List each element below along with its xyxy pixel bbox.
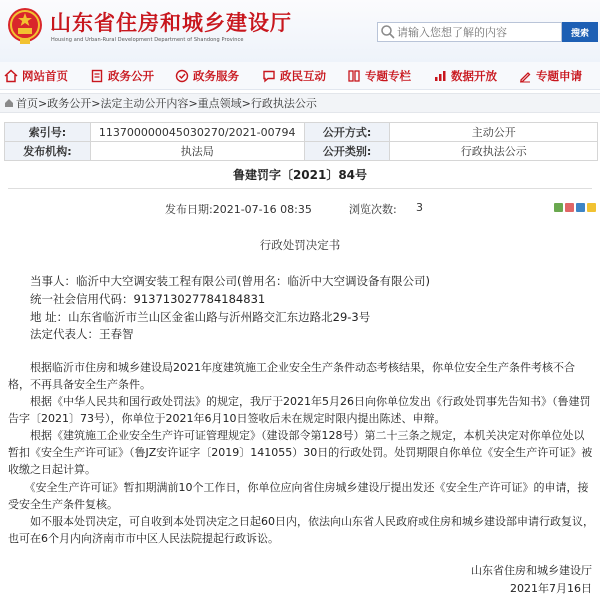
share-more-icon[interactable] — [587, 203, 596, 212]
paragraph: 根据临沂市住房和城乡建设局2021年度建筑施工企业安全生产条件动态考核结果，你单位安全生产条件考核不合格，不再具备安全生产条件。 — [8, 361, 575, 391]
open-type-value: 主动公开 — [390, 123, 598, 142]
site-title[interactable]: 山东省住房和城乡建设厅 — [50, 11, 292, 35]
share-weibo-icon[interactable] — [565, 203, 574, 212]
data-icon — [433, 69, 447, 83]
signature-org: 山东省住房和城乡建设厅 — [471, 564, 592, 577]
category-value: 行政执法公示 — [390, 142, 598, 161]
site-subtitle: Housing and Urban-Rural Development Department of Shandong Province — [51, 37, 244, 43]
views-label: 浏览次数: — [349, 203, 397, 216]
credit-code: 统一社会信用代码：913713027784184831 — [30, 292, 266, 306]
document-icon — [90, 69, 104, 83]
table-row — [5, 142, 598, 161]
divider — [8, 188, 592, 189]
paragraph: 如不服本处罚决定，可自收到本处罚决定之日起60日内，依法向山东省人民政府或住房和城乡建设部申请行政复议，也可在6个月内向济南市市中区人民法院提起行政诉讼。 — [8, 515, 594, 545]
breadcrumb-link[interactable]: 行政执法公示 — [250, 97, 317, 110]
publisher-value: 执法局 — [90, 142, 304, 161]
share-bar — [554, 203, 596, 212]
nav-item-apply[interactable] — [518, 66, 582, 86]
category-label: 公开类别: — [304, 142, 390, 161]
table-row — [5, 123, 598, 142]
search-input[interactable] — [397, 23, 557, 41]
legal-representative: 法定代表人：王春智 — [30, 327, 134, 341]
nav-item-label: 政民互动 — [280, 69, 326, 83]
nav-item-label: 政务公开 — [108, 69, 154, 83]
publisher-label: 发布机构: — [5, 142, 91, 161]
home-icon — [4, 69, 18, 83]
search-button[interactable]: 搜索 — [562, 22, 598, 42]
share-wechat-icon[interactable] — [554, 203, 563, 212]
breadcrumb-link[interactable]: 法定主动公开内容 — [100, 97, 189, 110]
breadcrumb-separator: > — [38, 96, 48, 110]
nav-item-data[interactable] — [433, 66, 497, 86]
nav-item-special[interactable] — [347, 66, 411, 86]
application-icon — [518, 69, 532, 83]
document-title: 行政处罚决定书 — [259, 238, 341, 252]
nav-item-label: 数据开放 — [451, 69, 497, 83]
breadcrumb-link[interactable]: 首页 — [16, 97, 38, 110]
views-count: 3 — [416, 201, 423, 214]
paragraph: 根据《中华人民共和国行政处罚法》的规定，我厅于2021年5月26日向你单位发出《行政处罚事先告知书》（鲁建罚告字〔2021〕73号），你单位于2021年6月10日签收后未在规定时限内提出陈述、申辩。 — [8, 395, 591, 425]
breadcrumb-separator: > — [91, 96, 101, 110]
column-icon — [347, 69, 361, 83]
nav-item-label: 网站首页 — [22, 69, 68, 83]
publish-date: 发布日期:2021-07-16 08:35 — [165, 203, 312, 216]
nav-item-label: 专题专栏 — [365, 69, 411, 83]
breadcrumb — [0, 93, 600, 113]
info-table — [4, 122, 598, 161]
index-label: 索引号: — [5, 123, 91, 142]
party-address: 地 址：山东省临沂市兰山区金雀山路与沂州路交汇东边路北29-3号 — [30, 310, 371, 324]
nav-item-label: 政务服务 — [193, 69, 239, 83]
open-type-label: 公开方式: — [304, 123, 390, 142]
breadcrumb-separator: > — [241, 96, 251, 110]
nav-item-interaction[interactable] — [262, 66, 326, 86]
chat-icon — [262, 69, 276, 83]
breadcrumb-home-icon — [4, 98, 14, 108]
breadcrumb-link[interactable]: 重点领域 — [197, 97, 242, 110]
service-icon — [175, 69, 189, 83]
signature-date: 2021年7月16日 — [510, 582, 592, 595]
breadcrumb-link[interactable]: 政务公开 — [47, 97, 92, 110]
nav-item-gov-service[interactable] — [175, 66, 239, 86]
party-name: 当事人：临沂中大空调安装工程有限公司(曾用名：临沂中大空调设备有限公司) — [30, 274, 430, 288]
document-number: 鲁建罚字〔2021〕84号 — [232, 168, 368, 182]
breadcrumb-separator: > — [188, 96, 198, 110]
nav-item-label: 专题申请 — [536, 69, 582, 83]
paragraph: 《安全生产许可证》暂扣期满前10个工作日，你单位应向省住房城乡建设厅提出发还《安全生产许可证》的申请，接受安全生产条件复核。 — [8, 481, 589, 511]
nav-item-home[interactable] — [4, 66, 68, 86]
national-emblem-icon — [6, 6, 44, 46]
search-icon — [380, 24, 396, 40]
paragraph: 根据《建筑施工企业安全生产许可证管理规定》（建设部令第128号）第二十三条之规定，本机关决定对你单位处以暂扣《安全生产许可证》（鲁JZ安许证字〔2019〕141055）30日的行政处罚。处罚期限自你单位《安全生产许可证》被收缴之日起计算。 — [8, 429, 593, 476]
nav-item-gov-open[interactable] — [90, 66, 154, 86]
share-qzone-icon[interactable] — [576, 203, 585, 212]
index-value: 113700000045030270/2021-00794 — [90, 123, 304, 142]
